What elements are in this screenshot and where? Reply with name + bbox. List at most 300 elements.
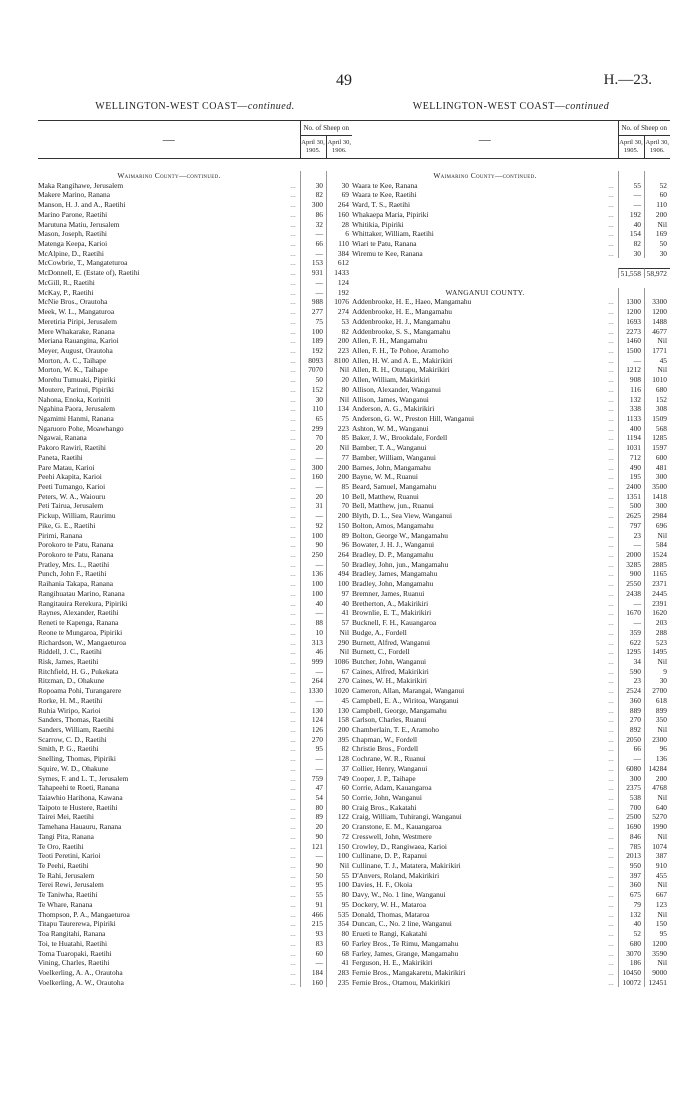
table-row bbox=[352, 463, 670, 473]
sheep-1906-value: 612 bbox=[326, 258, 352, 268]
table-row bbox=[38, 686, 352, 696]
owner-name: Teoti Peretini, Karioi bbox=[38, 851, 101, 861]
owner-name: Rorke, H. M., Raetihi bbox=[38, 695, 103, 705]
table-row bbox=[38, 735, 352, 745]
owner-name: Bradley, D. P., Mangamahu bbox=[352, 550, 434, 560]
leader-dots: ... bbox=[290, 180, 296, 190]
sheep-1906-value: 600 bbox=[644, 453, 670, 463]
sheep-1906-value: 110 bbox=[644, 200, 670, 210]
sheep-1906-value: 1990 bbox=[644, 822, 670, 832]
sheep-1905-value: 3285 bbox=[618, 560, 644, 570]
sheep-1905-value: 360 bbox=[618, 880, 644, 890]
sheep-1906-value: 41 bbox=[326, 958, 352, 968]
section-heading: Waimarino County—continued. bbox=[352, 171, 670, 181]
leader-dots: ... bbox=[290, 734, 296, 744]
leader-dots: ... bbox=[608, 822, 614, 832]
sheep-1906-value: 308 bbox=[644, 404, 670, 414]
leader-dots: ... bbox=[608, 336, 614, 346]
leader-dots: ... bbox=[608, 326, 614, 336]
leader-dots: ... bbox=[290, 958, 296, 968]
owner-name bbox=[352, 268, 604, 278]
table-row bbox=[352, 628, 670, 638]
leader-dots: ... bbox=[608, 462, 614, 472]
leader-dots: ... bbox=[290, 336, 296, 346]
sheep-1905-value: 40 bbox=[618, 220, 644, 230]
leader-dots: ... bbox=[608, 724, 614, 734]
table-row bbox=[352, 861, 670, 871]
leader-dots: ... bbox=[608, 520, 614, 530]
owner-name: Porokoro te Patu, Ranana bbox=[38, 550, 114, 560]
sheep-1906-value: 30 bbox=[644, 676, 670, 686]
sheep-1905-value: 82 bbox=[300, 190, 326, 200]
owner-name: Carlson, Charles, Ruanui bbox=[352, 715, 427, 725]
sheep-1906-value: 60 bbox=[326, 939, 352, 949]
sheep-1905-value: 797 bbox=[618, 521, 644, 531]
sheep-1905-value: 47 bbox=[300, 783, 326, 793]
leader-dots: ... bbox=[608, 608, 614, 618]
sheep-1905-value: — bbox=[300, 482, 326, 492]
sheep-1905-value: 90 bbox=[300, 832, 326, 842]
sheep-1905-value: 79 bbox=[618, 900, 644, 910]
sheep-1905-value: 160 bbox=[300, 472, 326, 482]
leader-dots: ... bbox=[608, 715, 614, 725]
sheep-1905-value: — bbox=[618, 540, 644, 550]
sheep-1906-value: 70 bbox=[326, 501, 352, 511]
sheep-1906-value: 640 bbox=[644, 803, 670, 813]
table-row bbox=[38, 404, 352, 414]
owner-name: Dockery, W. H., Mataroa bbox=[352, 899, 427, 909]
table-row bbox=[38, 531, 352, 541]
right-column bbox=[352, 100, 670, 987]
table-row bbox=[38, 783, 352, 793]
leader-dots: ... bbox=[290, 812, 296, 822]
sheep-1906-value: 3300 bbox=[644, 297, 670, 307]
leader-dots: ... bbox=[290, 899, 296, 909]
owner-name: Ngahina Paora, Jerusalem bbox=[38, 404, 115, 414]
sheep-1905-value: — bbox=[300, 764, 326, 774]
sheep-1906-value: 97 bbox=[326, 589, 352, 599]
leader-dots bbox=[604, 268, 618, 278]
sheep-1905-value: 20 bbox=[300, 822, 326, 832]
leader-dots: ... bbox=[290, 715, 296, 725]
sheep-1906-value: 136 bbox=[644, 754, 670, 764]
table-row bbox=[38, 220, 352, 230]
sheep-1905-value: 8093 bbox=[300, 356, 326, 366]
right-table-body bbox=[352, 171, 670, 987]
sheep-1905-value: 988 bbox=[300, 297, 326, 307]
sheep-1905-value: 680 bbox=[618, 939, 644, 949]
table-row bbox=[38, 589, 352, 599]
leader-dots: ... bbox=[608, 676, 614, 686]
leader-dots: ... bbox=[608, 433, 614, 443]
owner-name: Crowley, D., Rangiwaea, Karioi bbox=[352, 841, 447, 851]
sheep-1906-value: 200 bbox=[644, 210, 670, 220]
sheep-1905-value: 192 bbox=[300, 346, 326, 356]
owner-name: Cullinane, D. P., Rapanui bbox=[352, 851, 427, 861]
sheep-1906-value: 89 bbox=[326, 531, 352, 541]
sheep-1905-value: 32 bbox=[300, 220, 326, 230]
sheep-1905-value: 95 bbox=[300, 744, 326, 754]
sheep-1905-value: — bbox=[300, 229, 326, 239]
sheep-1905-value: 75 bbox=[300, 317, 326, 327]
table-row bbox=[38, 414, 352, 424]
sheep-1906-value: 523 bbox=[644, 638, 670, 648]
sheep-1906-value: Nil bbox=[644, 958, 670, 968]
sheep-1905-value: — bbox=[618, 356, 644, 366]
table-row bbox=[38, 822, 352, 832]
table-row bbox=[352, 754, 670, 764]
table-row bbox=[352, 404, 670, 414]
leader-dots: ... bbox=[290, 491, 296, 501]
sheep-1905-value: 34 bbox=[618, 657, 644, 667]
table-row bbox=[352, 501, 670, 511]
sheep-1905-value: 999 bbox=[300, 657, 326, 667]
page-header bbox=[0, 72, 700, 92]
owner-name: Farley Bros., Te Rimu, Mangamahu bbox=[352, 938, 459, 948]
leader-dots: ... bbox=[290, 598, 296, 608]
owner-name: Richardson, W., Mangaeturoa bbox=[38, 637, 127, 647]
table-row bbox=[38, 861, 352, 871]
sheep-1906-value: 152 bbox=[644, 395, 670, 405]
owner-name: Chamberlain, T. E., Aramoho bbox=[352, 724, 439, 734]
owner-name: Voelkerling, A. A., Orautoha bbox=[38, 967, 123, 977]
sheep-1906-value: 223 bbox=[326, 424, 352, 434]
table-row bbox=[38, 492, 352, 502]
sheep-1906-value: 1771 bbox=[644, 346, 670, 356]
owner-name: Ropoama Pohi, Turangarere bbox=[38, 686, 122, 696]
owner-name: Sanders, William, Raetihi bbox=[38, 724, 114, 734]
owner-name: Cresswell, John, Westmere bbox=[352, 831, 432, 841]
table-row bbox=[38, 190, 352, 200]
sheep-1906-value: Nil bbox=[644, 832, 670, 842]
table-row bbox=[38, 395, 352, 405]
leader-dots: ... bbox=[290, 822, 296, 832]
sheep-1905-value: 136 bbox=[300, 569, 326, 579]
right-table-header bbox=[352, 120, 670, 159]
table-row bbox=[38, 424, 352, 434]
sheep-1905-value: — bbox=[300, 511, 326, 521]
table-row bbox=[352, 220, 670, 230]
sheep-1905-value: 100 bbox=[300, 579, 326, 589]
sheep-1905-value: 100 bbox=[300, 327, 326, 337]
sheep-1906-value: 1020 bbox=[326, 686, 352, 696]
sheep-1906-value: 455 bbox=[644, 871, 670, 881]
owner-name: Te Peehi, Raetihi bbox=[38, 861, 89, 871]
leader-dots: ... bbox=[290, 831, 296, 841]
section-heading: WANGANUI COUNTY. bbox=[352, 288, 670, 298]
owner-name: Squire, W. D., Ohakune bbox=[38, 763, 109, 773]
sheep-1906-value: 1074 bbox=[644, 842, 670, 852]
owner-name: Allen, William, Makirikiri bbox=[352, 375, 430, 385]
table-row bbox=[352, 618, 670, 628]
leader-dots: ... bbox=[608, 540, 614, 550]
sheep-1906-value: 192 bbox=[326, 288, 352, 298]
sheep-1905-value: 192 bbox=[618, 210, 644, 220]
leader-dots: ... bbox=[608, 783, 614, 793]
sheep-1906-value: 124 bbox=[326, 278, 352, 288]
leader-dots: ... bbox=[290, 919, 296, 929]
table-row bbox=[38, 336, 352, 346]
sheep-1905-value: 908 bbox=[618, 375, 644, 385]
table-row bbox=[38, 346, 352, 356]
table-row bbox=[38, 433, 352, 443]
owner-name: Baker, J. W., Brookdale, Fordell bbox=[352, 433, 448, 443]
leader-dots: ... bbox=[608, 423, 614, 433]
table-row bbox=[352, 851, 670, 861]
table-row bbox=[352, 492, 670, 502]
table-row bbox=[38, 871, 352, 881]
table-row bbox=[352, 579, 670, 589]
sheep-1905-value: 91 bbox=[300, 900, 326, 910]
sheep-1905-value: 1194 bbox=[618, 433, 644, 443]
table-row bbox=[38, 715, 352, 725]
left-table-body bbox=[38, 171, 352, 987]
sheep-1905-value: 1351 bbox=[618, 492, 644, 502]
sheep-1906-value: 481 bbox=[644, 463, 670, 473]
owner-name: Chapman, W., Fordell bbox=[352, 734, 418, 744]
leader-dots: ... bbox=[290, 588, 296, 598]
leader-dots: ... bbox=[608, 841, 614, 851]
sheep-1906-value: 749 bbox=[326, 774, 352, 784]
leader-dots: ... bbox=[290, 579, 296, 589]
leader-dots: ... bbox=[290, 443, 296, 453]
table-row bbox=[352, 725, 670, 735]
table-row bbox=[352, 550, 670, 560]
sheep-1905-value: — bbox=[300, 453, 326, 463]
leader-dots: ... bbox=[608, 627, 614, 637]
owner-name: Morton, A. C., Taihape bbox=[38, 355, 107, 365]
owner-name: McNie Bros., Orautoha bbox=[38, 297, 108, 307]
leader-dots: ... bbox=[608, 394, 614, 404]
table-row bbox=[352, 958, 670, 968]
leader-dots: ... bbox=[608, 647, 614, 657]
sheep-1906-value: Nil bbox=[644, 657, 670, 667]
owner-name: Brownlie, E. T., Makirikiri bbox=[352, 608, 432, 618]
owner-name: Caines, Alfred, Makirikiri bbox=[352, 666, 429, 676]
sheep-1905-value: 1690 bbox=[618, 822, 644, 832]
table-row bbox=[38, 463, 352, 473]
owner-name: Symes, F. and L. T., Jerusalem bbox=[38, 773, 129, 783]
sheep-1906-value: 50 bbox=[326, 560, 352, 570]
owner-name: Rangihuatau Marino, Ranana bbox=[38, 588, 125, 598]
sheep-1906-value: 1285 bbox=[644, 433, 670, 443]
table-row bbox=[352, 589, 670, 599]
sheep-1906-value: 50 bbox=[644, 239, 670, 249]
owner-name: Bradley, John, Mangamahu bbox=[352, 579, 434, 589]
left-column-title: WELLINGTON-WEST COAST—continued. bbox=[95, 101, 295, 112]
sheep-1906-value: 535 bbox=[326, 910, 352, 920]
sheep-1905-value: — bbox=[618, 200, 644, 210]
owner-name: Bowater, J. H. J., Wanganui bbox=[352, 540, 435, 550]
leader-dots: ... bbox=[290, 365, 296, 375]
sheep-1906-value: 123 bbox=[644, 900, 670, 910]
sheep-1905-value: 7070 bbox=[300, 365, 326, 375]
table-row bbox=[38, 200, 352, 210]
leader-dots: ... bbox=[290, 550, 296, 560]
sheep-1905-value: 55 bbox=[300, 890, 326, 900]
sheep-1906-value: Nil bbox=[644, 336, 670, 346]
leader-dots: ... bbox=[608, 666, 614, 676]
leader-dots: ... bbox=[290, 870, 296, 880]
sheep-1905-value: 52 bbox=[618, 929, 644, 939]
leader-dots: ... bbox=[290, 569, 296, 579]
table-row bbox=[38, 744, 352, 754]
table-row bbox=[38, 297, 352, 307]
table-row bbox=[352, 900, 670, 910]
sheep-1906-value: Nil bbox=[644, 725, 670, 735]
table-row bbox=[352, 443, 670, 453]
owner-name: Ngaruoro Pohe, Moawhango bbox=[38, 423, 124, 433]
sheep-1905-value: 160 bbox=[300, 978, 326, 988]
leader-dots: ... bbox=[290, 501, 296, 511]
owner-name: Campbell, George, Mangamahu bbox=[352, 705, 447, 715]
leader-dots: ... bbox=[608, 588, 614, 598]
sheep-1906-value: 158 bbox=[326, 715, 352, 725]
leader-dots: ... bbox=[608, 861, 614, 871]
sheep-1906-value: 128 bbox=[326, 754, 352, 764]
owner-name: Addenbrooke, H. J., Mangamahu bbox=[352, 316, 451, 326]
leader-dots: ... bbox=[290, 666, 296, 676]
table-row bbox=[352, 939, 670, 949]
sheep-1905-value: 2050 bbox=[618, 735, 644, 745]
sheep-1905-value: 31 bbox=[300, 501, 326, 511]
sheep-1906-value: 568 bbox=[644, 424, 670, 434]
table-row bbox=[352, 890, 670, 900]
owner-name: Toa Rangitahi, Ranana bbox=[38, 929, 106, 939]
table-row bbox=[38, 239, 352, 249]
owner-name: Blyth, D. L., Sea View, Wanganui bbox=[352, 511, 453, 521]
owner-name: Ferguson, H. E., Makirikiri bbox=[352, 958, 433, 968]
sheep-1905-value: 538 bbox=[618, 793, 644, 803]
leader-dots: ... bbox=[290, 209, 296, 219]
table-row bbox=[352, 190, 670, 200]
sheep-1906-value: Nil bbox=[326, 395, 352, 405]
owner-name: Ruhia Wiripo, Karioi bbox=[38, 705, 101, 715]
sheep-1906-value: 20 bbox=[326, 375, 352, 385]
owner-name: Manson, H. J. and A., Raetihi bbox=[38, 200, 126, 210]
owner-name: Donald, Thomas, Mataroa bbox=[352, 909, 430, 919]
owner-name: Bolton, Amos, Mangamahu bbox=[352, 520, 434, 530]
owner-name: Allen, R. H., Otutapu, Makirikiri bbox=[352, 365, 450, 375]
sheep-1906-value: 1418 bbox=[644, 492, 670, 502]
owner-name: Allen, F. H., Mangamahu bbox=[352, 336, 428, 346]
owner-name: Christie Bros., Fordell bbox=[352, 744, 419, 754]
owner-name: Collier, Henry, Wanganui bbox=[352, 763, 428, 773]
owner-name: Addenbrooke, H. E., Haeo, Mangamahu bbox=[352, 297, 472, 307]
owner-name: Barnes, John, Mangamahu bbox=[352, 462, 431, 472]
sheep-1906-value: Nil bbox=[326, 861, 352, 871]
owner-name: Anderson, A. G., Makirikiri bbox=[352, 404, 435, 414]
sheep-1906-value: 134 bbox=[326, 404, 352, 414]
table-row bbox=[38, 638, 352, 648]
sheep-1905-value: 1212 bbox=[618, 365, 644, 375]
table-row bbox=[352, 880, 670, 890]
sheep-1905-value: 132 bbox=[618, 910, 644, 920]
table-row bbox=[38, 385, 352, 395]
table-row bbox=[352, 239, 670, 249]
owner-name: Burnett, C., Fordell bbox=[352, 647, 410, 657]
table-row bbox=[352, 744, 670, 754]
year-1905-header: April 30, 1905. bbox=[300, 136, 326, 159]
leader-dots: ... bbox=[290, 724, 296, 734]
leader-dots: ... bbox=[290, 355, 296, 365]
table-row bbox=[352, 200, 670, 210]
sheep-1906-value: 14284 bbox=[644, 764, 670, 774]
leader-dots: ... bbox=[290, 413, 296, 423]
sheep-1905-value: 132 bbox=[618, 395, 644, 405]
owner-name: Whakaepa Maria, Pipiriki bbox=[352, 209, 429, 219]
owner-name: Whittaker, William, Raetihi bbox=[352, 229, 434, 239]
sheep-1906-value: 60 bbox=[644, 190, 670, 200]
leader-dots: ... bbox=[290, 258, 296, 268]
sheep-1905-value: 95 bbox=[300, 880, 326, 890]
owner-name: Allison, James, Wanganui bbox=[352, 394, 429, 404]
sheep-1905-value: 2375 bbox=[618, 783, 644, 793]
table-row bbox=[38, 628, 352, 638]
sheep-1905-value: 1330 bbox=[300, 686, 326, 696]
owner-name: Morton, W. K., Taihape bbox=[38, 365, 108, 375]
table-row bbox=[352, 968, 670, 978]
leader-dots: ... bbox=[290, 394, 296, 404]
sheep-1906-value: 150 bbox=[644, 919, 670, 929]
table-row bbox=[352, 706, 670, 716]
sheep-1906-value: Nil bbox=[326, 365, 352, 375]
owner-name: Ngawai, Ranana bbox=[38, 433, 87, 443]
table-row bbox=[352, 949, 670, 959]
leader-dots: ... bbox=[290, 404, 296, 414]
table-row bbox=[352, 774, 670, 784]
sheep-1906-value: 235 bbox=[326, 978, 352, 988]
table-row bbox=[38, 774, 352, 784]
owner-name: Bucknell, F. H., Kauangaroa bbox=[352, 618, 437, 628]
sheep-1906-value: Nil bbox=[326, 647, 352, 657]
leader-dots: ... bbox=[290, 520, 296, 530]
sheep-1906-value: 6 bbox=[326, 229, 352, 239]
table-row bbox=[38, 978, 352, 988]
owner-name: Moutere, Parinui, Pipiriki bbox=[38, 384, 114, 394]
table-row bbox=[352, 511, 670, 521]
leader-dots: ... bbox=[290, 287, 296, 297]
leader-dots: ... bbox=[608, 491, 614, 501]
table-row bbox=[38, 657, 352, 667]
table-row bbox=[38, 900, 352, 910]
table-row bbox=[352, 327, 670, 337]
sheep-1906-value: 2371 bbox=[644, 579, 670, 589]
leader-dots: ... bbox=[290, 345, 296, 355]
leader-dots: ... bbox=[608, 404, 614, 414]
sheep-1905-value: 110 bbox=[300, 404, 326, 414]
sheep-1905-value: 2500 bbox=[618, 812, 644, 822]
sheep-1905-value: 300 bbox=[300, 200, 326, 210]
leader-dots: ... bbox=[290, 433, 296, 443]
owner-name: Waara te Kee, Raetihi bbox=[352, 190, 417, 200]
leader-dots: ... bbox=[608, 695, 614, 705]
table-row bbox=[352, 453, 670, 463]
sheep-1905-value: 184 bbox=[300, 968, 326, 978]
leader-dots: ... bbox=[290, 200, 296, 210]
table-row bbox=[38, 842, 352, 852]
sheep-1905-value: 1200 bbox=[618, 307, 644, 317]
sheep-1905-value: 1460 bbox=[618, 336, 644, 346]
sheep-1906-value: 1597 bbox=[644, 443, 670, 453]
sheep-1906-value: 4768 bbox=[644, 783, 670, 793]
table-row bbox=[38, 540, 352, 550]
leader-dots: ... bbox=[608, 938, 614, 948]
owner-name: Cullinane, T. J., Matatera, Makirikiri bbox=[352, 861, 461, 871]
leader-dots: ... bbox=[290, 967, 296, 977]
table-row bbox=[352, 540, 670, 550]
owner-name: Budge, A., Fordell bbox=[352, 627, 407, 637]
